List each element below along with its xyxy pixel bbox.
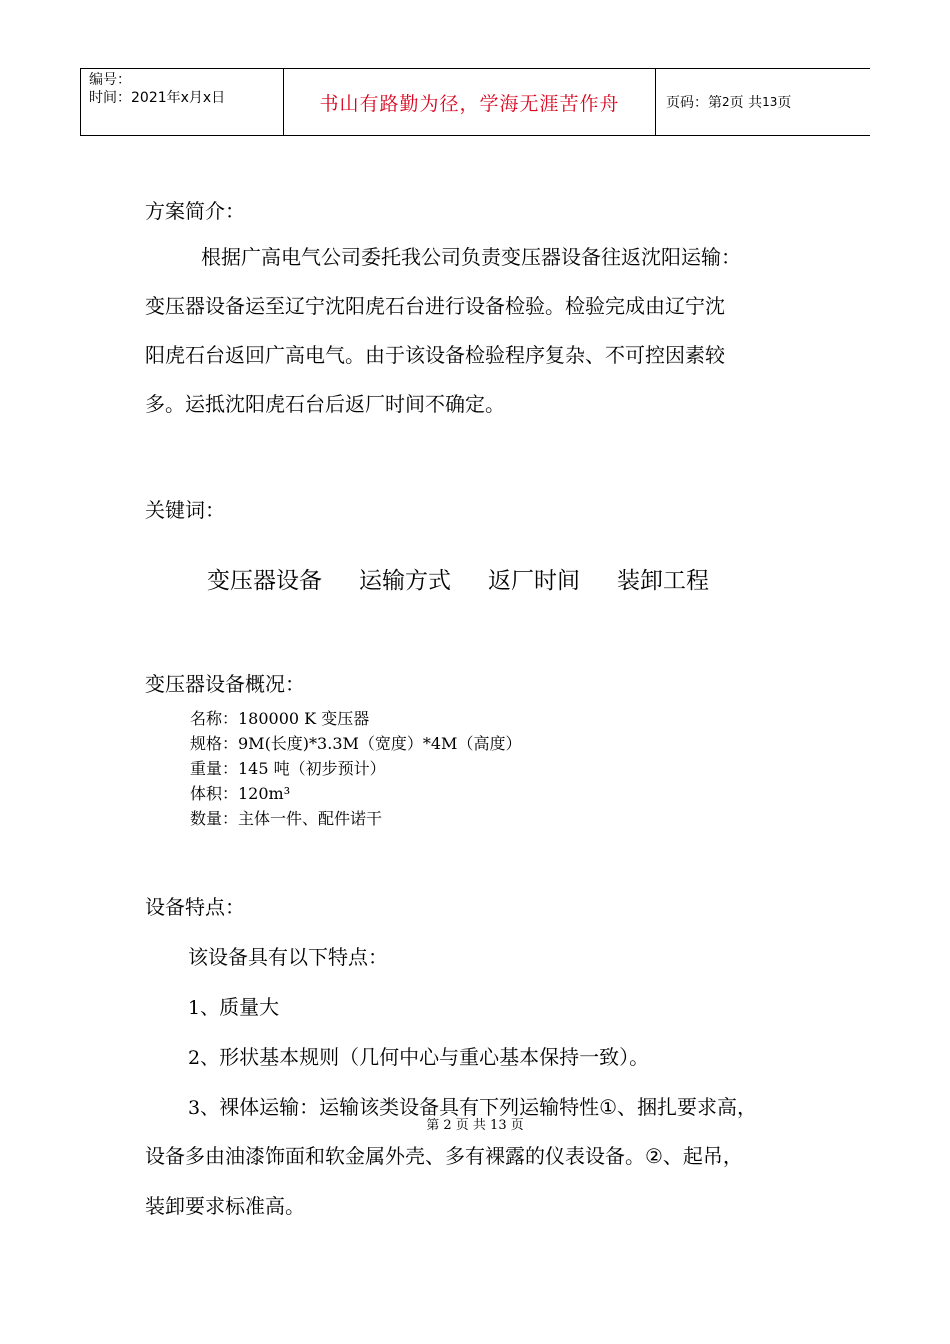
header-motto-cell (284, 69, 656, 135)
page-label-suffix: 页 (777, 95, 792, 111)
feature-3-final-line: 装卸要求标准高。 (145, 1194, 305, 1218)
intro-paragraph (145, 233, 805, 429)
intro-title: 方案简介： (145, 199, 245, 223)
spec-name: 名称：180000 K 变压器 (190, 709, 370, 728)
motto-text: 书山有路勤为径，学海无涯苦作舟 (319, 92, 620, 115)
spec-weight: 重量：145 吨（初步预计） (190, 759, 386, 778)
page-label-prefix: 页码：第 (666, 95, 722, 111)
spec-dimensions: 规格：9M(长度)*3.3M（宽度）*4M（高度） (190, 734, 522, 753)
keyword-item: 返厂时间 (488, 568, 580, 594)
spec-list (190, 706, 521, 831)
code-label: 编号： (89, 72, 131, 88)
spec-quantity: 数量：主体一件、配件诺干 (190, 809, 383, 828)
header-left-cell (81, 69, 284, 135)
feature-text: 形状基本规则（几何中心与重心基本保持一致）。 (219, 1045, 650, 1069)
feature-item-2 (188, 1041, 649, 1070)
feature-text: 质量大 (219, 995, 280, 1019)
page-label-mid: 页 共 (729, 95, 763, 111)
keyword-item: 运输方式 (359, 568, 451, 594)
overview-title: 变压器设备概况： (145, 672, 305, 696)
feature-item-1 (188, 991, 279, 1020)
feature-text: 裸体运输：运输该类设备具有下列运输特性①、捆扎要求高， (219, 1095, 758, 1119)
time-label: 时间：2021年x月x日 (89, 90, 226, 106)
features-title: 设备特点： (145, 895, 245, 919)
spec-volume: 体积：120m³ (190, 784, 291, 803)
feature-number: 2、 (188, 1047, 220, 1069)
feature-number: 1、 (188, 997, 220, 1019)
intro-line-4: 多。运抵沈阳虎石台后返厂时间不确定。 (145, 392, 505, 416)
feature-number: 3、 (188, 1097, 220, 1119)
features-intro: 该设备具有以下特点： (188, 945, 388, 969)
keywords-title: 关键词： (145, 498, 225, 522)
intro-line-1: 根据广高电气公司委托我公司负责变压器设备往返沈阳运输： (201, 245, 741, 269)
intro-line-3: 阳虎石台返回广高电气。由于该设备检验程序复杂、不可控因素较 (145, 343, 725, 367)
page-number-footer: 第 2 页 共 13 页 (426, 1118, 524, 1133)
intro-line-2: 变压器设备运至辽宁沈阳虎石台进行设备检验。检验完成由辽宁沈 (145, 294, 725, 318)
header-page-cell (656, 69, 870, 135)
document-header (80, 68, 870, 136)
keywords-list (207, 562, 709, 595)
keyword-item: 变压器设备 (207, 568, 322, 594)
feature-3-continued-line: 设备多由油漆饰面和软金属外壳、多有裸露的仪表设备。②、起吊， (145, 1144, 743, 1168)
page-total: 13 (762, 95, 778, 109)
page-current: 2 (722, 95, 730, 109)
keyword-item: 装卸工程 (617, 568, 709, 594)
